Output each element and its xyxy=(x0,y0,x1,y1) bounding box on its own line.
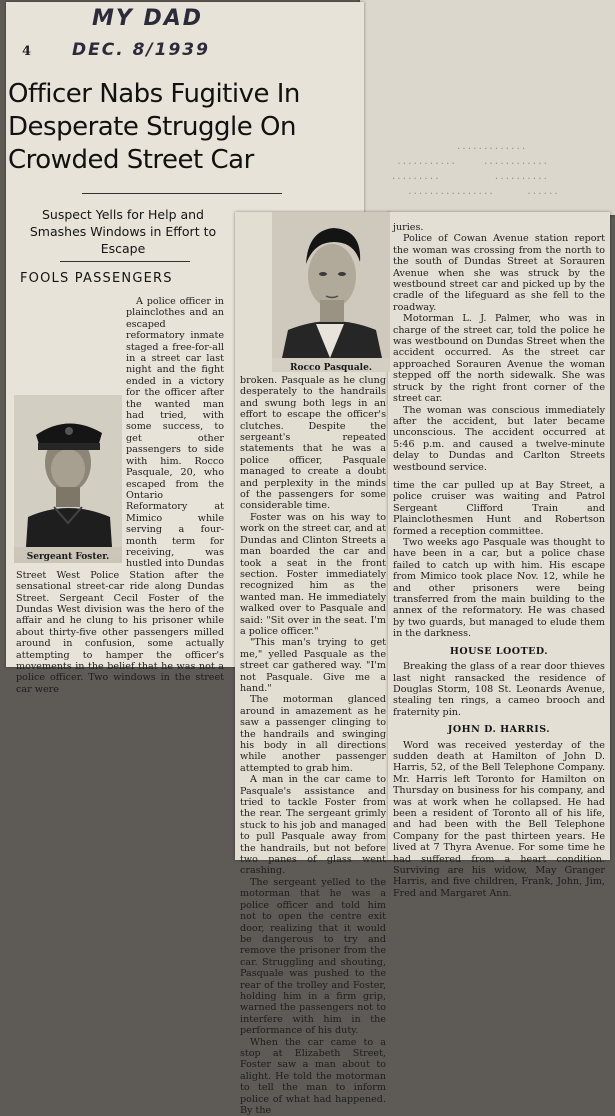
article-paragraph: The motorman glanced around in amazement as he saw a passenger clinging to the handrails and swinging his body in all directions while another passenger attempted to grab him. xyxy=(240,694,386,774)
obituary-heading: JOHN D. HARRIS. xyxy=(447,724,551,736)
article-column-1 xyxy=(16,296,224,695)
article-paragraph: juries. xyxy=(393,222,424,233)
handwritten-title: MY DAD xyxy=(92,6,204,31)
article-continuation xyxy=(393,480,605,899)
article-paragraph: The sergeant yelled to the motorman that he was a police officer and told him not to open the centre exit door, realizing that it would be dangerous to try and remove the prisoner from the car. Struggling and shouting, Pasquale was pushed to the rear of the trolley and Foster, holding him in a firm grip, warned the passengers not to interfere with him in the performance of his duty. xyxy=(240,876,386,1037)
photo-sergeant-foster xyxy=(14,395,122,563)
house-looted-heading: HOUSE LOOTED. xyxy=(449,645,549,657)
typewritten-backing-sheet: ............. ........... ............ ......... .......... ................ ...... xyxy=(360,0,615,215)
house-looted-text: Breaking the glass of a rear door thieves last night ransacked the residence of Douglas Storm, 108 St. Leonards Avenue, stealing ten rings, a cameo brooch and fraternity pin. xyxy=(393,661,605,718)
subhead: FOOLS PASSENGERS xyxy=(20,271,173,286)
handwritten-date: DEC. 8/1939 xyxy=(72,40,210,60)
photo-caption-foster: Sergeant Foster. xyxy=(26,551,110,562)
obituary-text: Word was received yesterday of the sudden death at Hamilton of John D. Harris, 52, of the Bell Telephone Company. Mr. Harris left Toronto for Hamilton on Thursday on business for his company, and was at work when he collapsed. He had been a resident of Toronto all of his life, and had been with the Bell Telephone Company for the past thirteen years. He lived at 7 Thyra Avenue. For some time he had suffered from a heart condition. Surviving are his widow, May Granger Harris, and five children, Frank, John, Jim, Fred and Margaret Ann. xyxy=(393,739,605,899)
deck-headline: Suspect Yells for Help and Smashes Windows in Effort to Escape xyxy=(29,207,217,256)
headline: Officer Nabs Fugitive In Desperate Struggle On Crowded Street Car xyxy=(8,79,300,175)
portrait-image xyxy=(14,395,122,547)
article-paragraph: The woman was conscious immediately after the accident, but later became unconscious. The accident occurred at 5:46 p.m. and caused a twelve-minute delay to Dundas and Carlton Streets westbound service. xyxy=(393,404,605,473)
article-paragraph: Foster was on his way to work on the street car, and at Dundas and Clinton Streets a man boarded the car and took a seat in the front section. Foster immediately recognized him as the wanted man. He immediately walked over to Pasquale and said: "Sit over in the seat. I'm a police officer." xyxy=(240,511,386,637)
photo-rocco-pasquale xyxy=(272,212,390,372)
article-paragraph: "This man's trying to get me," yelled Pasquale as the street car gathered way. "I'm not Pasquale. Give me a hand." xyxy=(240,637,386,694)
article-paragraph: Motorman L. J. Palmer, who was in charge of the street car, told the police he was westbound on Dundas Street when the accident occurred. As the street car approached Sorauren Avenue the woman stepped off the north sidewalk. She was struck by the right front corner of the street car. xyxy=(393,313,605,405)
photo-caption-pasquale: Rocco Pasquale. xyxy=(290,362,372,373)
article-paragraph: broken. Pasquale as he clung desperately to the handrails and swung both legs in an effort to escape the officer's clutches. Despite the sergeant's repeated statements that he was a police officer, Pasquale managed to create a doubt and perplexity in the minds of the passengers for some considerable time. xyxy=(240,375,386,512)
article-column-2 xyxy=(240,212,386,1116)
rule xyxy=(82,193,282,194)
article-paragraph: time the car pulled up at Bay Street, a police cruiser was waiting and Patrol Sergeant Clifford Train and Plainclothesmen Hunt and Robertson formed a reception committee. xyxy=(393,480,605,537)
page-number: 4 xyxy=(22,44,32,59)
article-paragraph: A man in the car came to Pasquale's assistance and tried to tackle Foster from the rear. The sergeant grimly stuck to his job and managed to pull Pasquale away from the handrails, but not before two panes of glass went crashing. xyxy=(240,774,386,877)
article-paragraph: Police of Cowan Avenue station report the woman was crossing from the north to the south of Dundas Street at Sorauren Avenue when she was struck by the westbound street car and picked up by the cradle of the lifeguard as she fell to the roadway. xyxy=(393,233,605,313)
article-paragraph: Two weeks ago Pasquale was thought to have been in a car, but a police chase failed to catch up with him. His escape from Mimico took place Nov. 12, while he and other prisoners were being transferred from the main building to the annex of the reformatory. He was chased by two guards, but managed to elude them in the darkness. xyxy=(393,537,605,640)
article-paragraph: When the car came to a stop at Elizabeth Street, Foster saw a man about to alight. He told the motorman to tell the man to inform police of what had happened. By the xyxy=(240,1036,386,1116)
article-paragraph: A police officer in plainclothes and an escaped reformatory inmate staged a free-for-all in a street car last night and the fight ended in a victory for the officer after the wanted man had tried, with some success, to get other passengers to side with him. Rocco Pasquale, 20, who escaped from the Ontario Reformatory at Mimico while serving a four-month term for receiving, was hustled into Dundas Street West Police Station after the sensational street-car ride along Dundas Street. Sergeant Cecil Foster of the Dundas West division was the hero of the affair and he clung to his prisoner while about thirty-five other passengers milled around in confusion, some actually attempting to hamper the officer's movements in the belief that he was not a police officer. Two windows in the street car were xyxy=(16,296,224,695)
accident-story xyxy=(393,222,605,473)
portrait-image xyxy=(272,212,390,358)
rule xyxy=(60,261,190,262)
